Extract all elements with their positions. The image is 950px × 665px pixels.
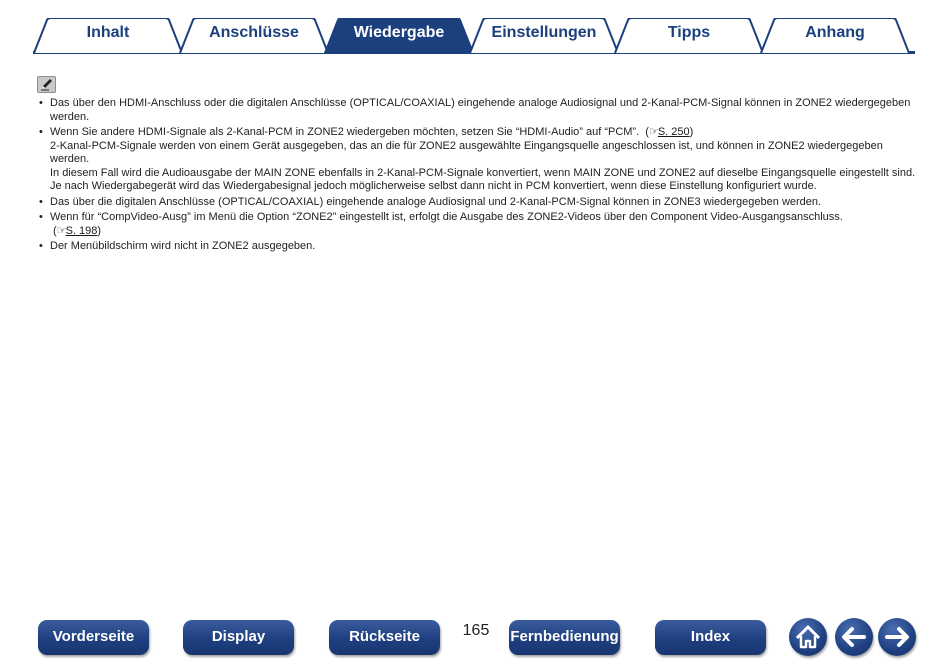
pointing-hand-icon: ☞: [648, 125, 658, 138]
index-button[interactable]: Index: [655, 620, 766, 655]
list-item: [38, 97, 918, 124]
bullet-text: Der Menübildschirm wird nicht in ZONE2 ausgegeben.: [50, 240, 316, 253]
page-reference[interactable]: (☞S. 250): [642, 125, 694, 138]
tab-anschluesse[interactable]: [179, 18, 329, 54]
bullet-dot: •: [39, 97, 43, 109]
tab-tipps[interactable]: [614, 18, 764, 54]
list-item: [38, 126, 918, 194]
list-item: [38, 211, 918, 238]
bullet-text: Das über den HDMI-Anschluss oder die digitalen Anschlüsse (OPTICAL/COAXIAL) eingehende analoge Audiosignal und 2-Kanal-PCM-Signal können in ZONE2 wiedergegeben werden.: [50, 97, 911, 123]
tab-anhang[interactable]: [760, 18, 910, 54]
back-arrow-icon[interactable]: [835, 618, 873, 656]
tab-inhalt[interactable]: [33, 18, 183, 54]
bullet-dot: •: [39, 211, 43, 224]
tab-label: Anhang: [805, 24, 865, 41]
tab-bar: [0, 0, 950, 60]
tab-label: Wiedergabe: [353, 24, 445, 41]
page-number: 165: [462, 622, 490, 639]
pencil-icon: [37, 76, 56, 93]
page-reference-link[interactable]: S. 250: [657, 125, 690, 138]
front-panel-button[interactable]: Vorderseite: [38, 620, 149, 655]
note-list: [38, 97, 918, 256]
bullet-dot: •: [39, 240, 43, 253]
tab-label: Einstellungen: [491, 24, 597, 41]
bullet-text: Wenn Sie andere HDMI-Signale als 2-Kanal-PCM in ZONE2 wiedergeben möchten, setzen Sie “HDMI-Audio” auf “PCM”.: [50, 125, 640, 138]
pointing-hand-icon: ☞: [56, 224, 66, 237]
rear-panel-button[interactable]: Rückseite: [329, 620, 440, 655]
list-item: [38, 196, 918, 210]
remote-control-button[interactable]: Fernbedienung: [509, 620, 620, 655]
bullet-text: Das über die digitalen Anschlüsse (OPTICAL/COAXIAL) eingehende analoge Audiosignal und 2-Kanal-PCM-Signal können in ZONE3 wiedergegeben werden.: [50, 195, 822, 208]
bullet-text: In diesem Fall wird die Audioausgabe der MAIN ZONE ebenfalls in 2-Kanal-PCM-Signale konvertiert, wenn MAIN ZONE und ZONE2 auf dieselbe Eingangsquelle eingestellt sind. Je nach Wiedergabegerät wird das Wiedergabesignal jedoch möglicherweise selbst dann nicht in PCM konvertiert, wenn diese Einstellung konfiguriert wurde.: [50, 166, 916, 193]
bullet-text: Wenn für “CompVideo-Ausg” im Menü die Option “ZONE2” eingestellt ist, erfolgt die Ausgabe des ZONE2-Videos über den Component Video-Ausgangsanschluss.: [50, 211, 843, 224]
display-button[interactable]: Display: [183, 620, 294, 655]
tab-label: Anschlüsse: [209, 24, 299, 41]
bullet-dot: •: [39, 125, 43, 138]
forward-arrow-icon[interactable]: [878, 618, 916, 656]
page-reference[interactable]: (☞S. 198): [50, 224, 102, 237]
home-icon[interactable]: [789, 618, 827, 656]
tab-label: Inhalt: [86, 24, 130, 41]
page-reference-link[interactable]: S. 198: [65, 224, 98, 237]
tab-wiedergabe[interactable]: [324, 18, 474, 54]
bullet-dot: •: [39, 195, 43, 208]
bullet-text: 2-Kanal-PCM-Signale werden von einem Gerät ausgegeben, das an die für ZONE2 ausgewählte Eingangsquelle angeschlossen ist, und können in ZONE2 wiedergegeben werden.: [50, 139, 883, 166]
tab-label: Tipps: [667, 24, 711, 41]
list-item: [38, 240, 918, 254]
tab-einstellungen[interactable]: [469, 18, 619, 54]
